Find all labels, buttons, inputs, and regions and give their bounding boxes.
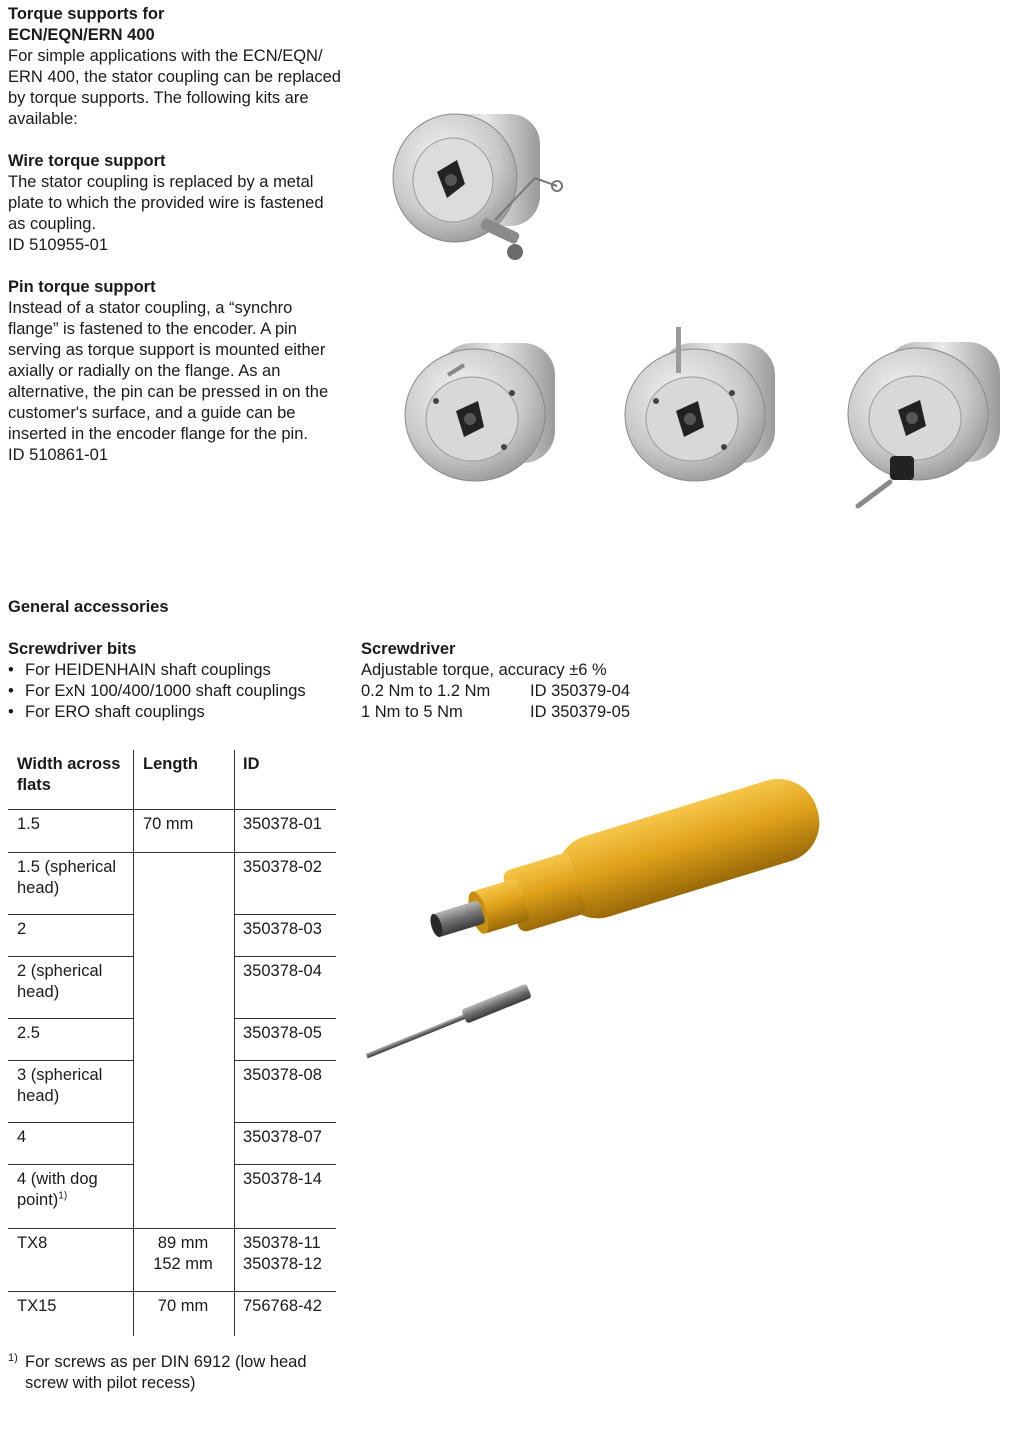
screwdriver-heading: Screwdriver	[361, 640, 456, 658]
table-header-row	[8, 750, 336, 810]
cell-width	[17, 1169, 132, 1211]
cell-width: 1.5	[17, 815, 40, 833]
screwdriver-bits-section	[8, 639, 348, 723]
screwdriver-bits-heading: Screwdriver bits	[8, 640, 137, 658]
cell-length: 70 mm	[143, 815, 194, 833]
header-width-across-flats: Width across flats	[17, 755, 121, 794]
torque-supports-section	[8, 4, 343, 130]
torque-range: 0.2 Nm to 1.2 Nm	[361, 682, 491, 700]
pin-support-id: ID 510861-01	[8, 446, 108, 464]
screwdriver-bits-table	[8, 750, 336, 1334]
screwdriver-section	[361, 639, 681, 723]
cell-width: 2 (spherical head)	[17, 962, 103, 1001]
cell-id: 350378-05	[243, 1024, 322, 1042]
cell-width: 2	[17, 920, 27, 938]
table-row	[8, 915, 336, 957]
torque-screwdriver-image	[360, 770, 840, 1060]
footnote	[8, 1352, 338, 1394]
pin-torque-support-encoder-image-1	[400, 335, 565, 485]
cell-length-line: 89 mm	[157, 1234, 209, 1252]
header-id: ID	[243, 755, 260, 773]
general-accessories-heading: General accessories	[8, 598, 169, 616]
table-row	[8, 1123, 336, 1165]
cell-width-text: 4 (with dog point)	[17, 1170, 98, 1209]
table-row	[8, 1061, 336, 1123]
screwdriver-row	[361, 702, 681, 723]
pin-torque-support-encoder-image-2	[620, 325, 785, 485]
header-length: Length	[143, 755, 198, 773]
torque-supports-heading-line2: ECN/EQN/ERN 400	[8, 26, 155, 44]
cell-id: 350378-07	[243, 1128, 322, 1146]
torque-supports-heading-line1: Torque supports for	[8, 5, 165, 23]
pin-support-heading: Pin torque support	[8, 278, 156, 296]
wire-torque-support-section	[8, 151, 343, 256]
list-item: • For ERO shaft couplings	[8, 702, 348, 723]
wire-support-body: The stator coupling is replaced by a metal plate to which the provided wire is fastened as coupling.	[8, 173, 324, 233]
list-item: • For HEIDENHAIN shaft couplings	[8, 660, 348, 681]
torque-supports-body: For simple applications with the ECN/EQN/ ERN 400, the stator coupling can be replaced by torque supports. The following kits are available:	[8, 47, 341, 128]
cell-id: 350378-01	[243, 815, 322, 833]
torque-range: 1 Nm to 5 Nm	[361, 703, 463, 721]
cell-width: 2.5	[17, 1024, 40, 1042]
cell-id: 350378-02	[243, 858, 322, 876]
cell-id-line: 350378-11	[243, 1234, 321, 1252]
cell-id: 350378-03	[243, 920, 322, 938]
pin-torque-support-encoder-image-3	[840, 330, 1010, 515]
table-row	[8, 810, 336, 853]
screwdriver-id: ID 350379-05	[530, 703, 630, 721]
wire-support-heading: Wire torque support	[8, 152, 166, 170]
table-row	[8, 1229, 336, 1292]
footnote-text: For screws as per DIN 6912 (low head screw with pilot recess)	[25, 1353, 307, 1392]
cell-width: 3 (spherical head)	[17, 1066, 103, 1105]
cell-id	[243, 1233, 335, 1275]
cell-length	[143, 1233, 223, 1275]
cell-id: 350378-08	[243, 1066, 322, 1084]
screwdriver-bits-list	[8, 660, 348, 723]
cell-length-line: 152 mm	[153, 1255, 213, 1273]
cell-width: TX15	[17, 1297, 57, 1315]
pin-torque-support-section	[8, 277, 343, 466]
cell-length: 70 mm	[157, 1297, 209, 1315]
pin-support-body: Instead of a stator coupling, a “synchro flange” is fastened to the encoder. A pin serving as torque support is mounted either axially or radially on the flange. As an alternative, the pin can be pressed in on the customer's surface, and a guide can be inserted in the encoder flange for the pin.	[8, 299, 329, 443]
cell-id: 350378-04	[243, 962, 322, 980]
table-row	[8, 1019, 336, 1061]
screwdriver-row	[361, 681, 681, 702]
cell-id: 350378-14	[243, 1170, 322, 1188]
screwdriver-id: ID 350379-04	[530, 682, 630, 700]
cell-width: TX8	[17, 1234, 48, 1252]
wire-torque-support-encoder-image	[385, 100, 585, 270]
cell-width: 4	[17, 1128, 27, 1146]
cell-width: 1.5 (spherical head)	[17, 858, 117, 897]
wire-support-id: ID 510955-01	[8, 236, 108, 254]
cell-id-line: 350378-12	[243, 1255, 322, 1273]
table-row	[8, 957, 336, 1019]
list-item: • For ExN 100/400/1000 shaft couplings	[8, 681, 348, 702]
table-row	[8, 1165, 336, 1229]
table-row	[8, 853, 336, 915]
cell-id: 756768-42	[243, 1297, 322, 1315]
footnote-reference: 1)	[58, 1190, 68, 1202]
footnote-mark: 1)	[8, 1352, 18, 1364]
screwdriver-subtitle: Adjustable torque, accuracy ±6 %	[361, 661, 607, 679]
table-row	[8, 1292, 336, 1334]
